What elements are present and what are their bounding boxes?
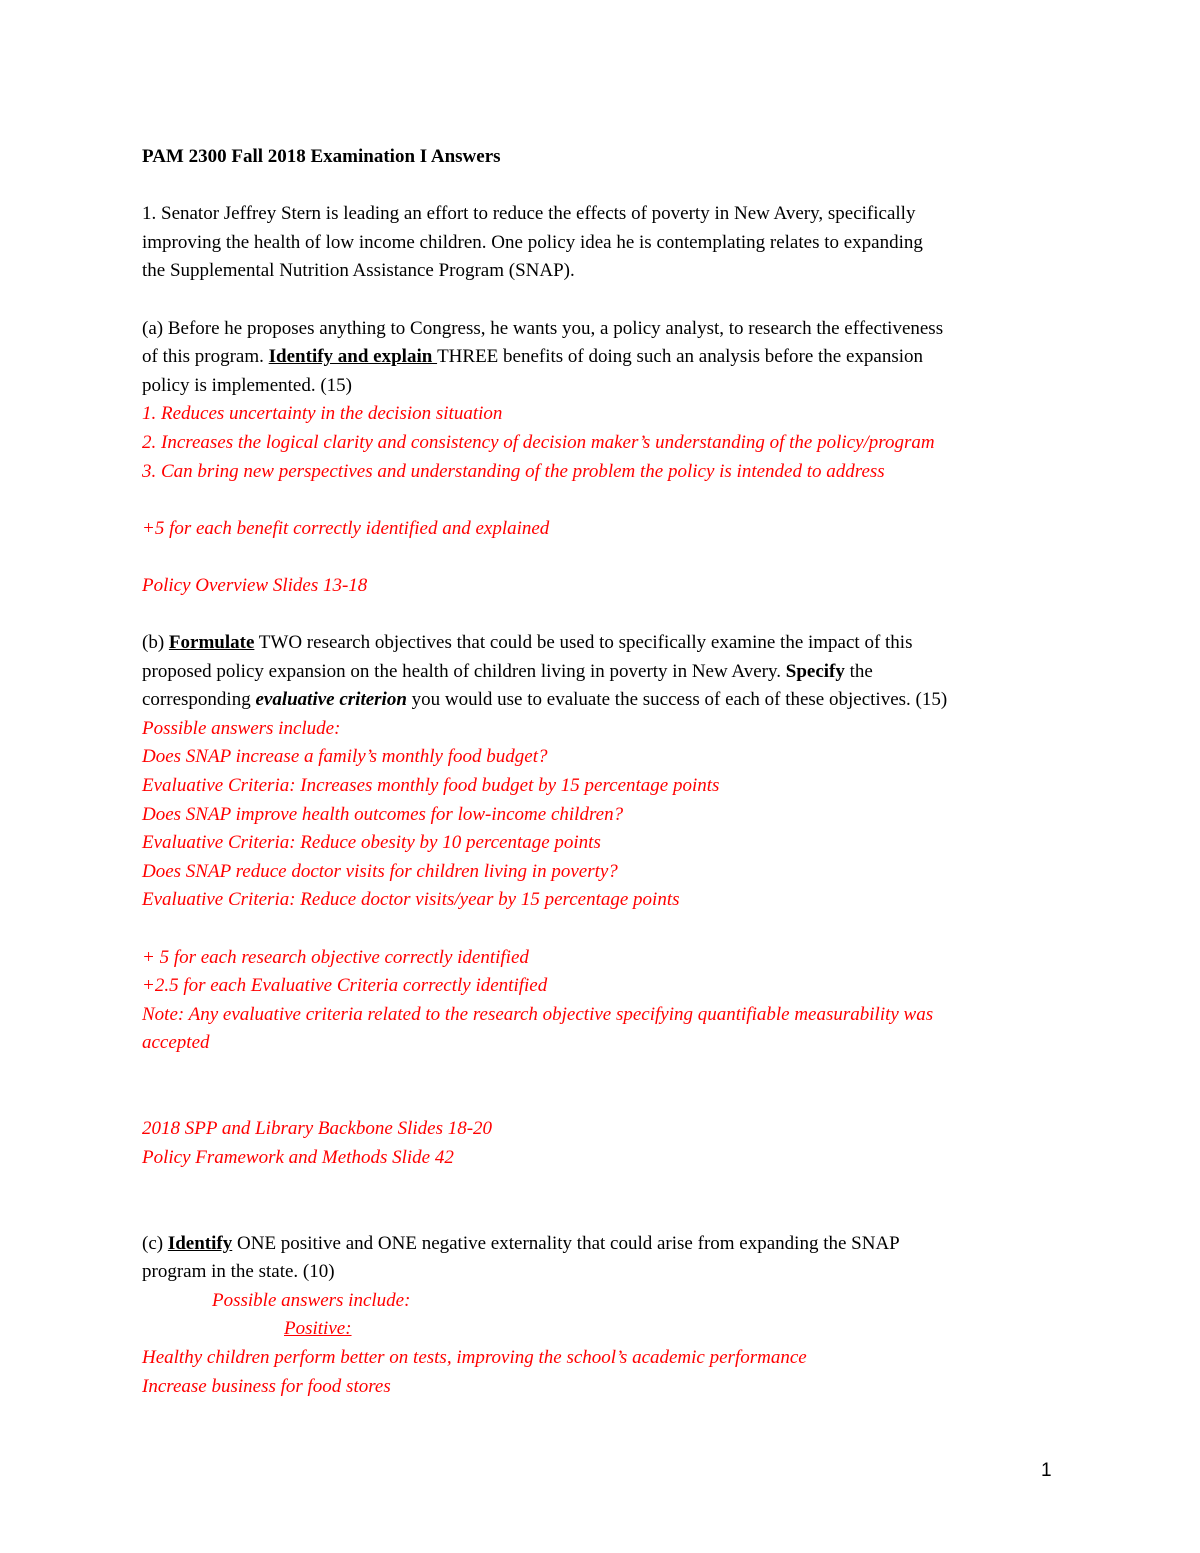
part-b-answer: Evaluative Criteria: Reduce obesity by 10 percentage points: [142, 832, 601, 854]
part-b-answer: Evaluative Criteria: Increases monthly food budget by 15 percentage points: [142, 775, 720, 797]
part-b-text: proposed policy expansion on the health of children living in poverty in New Avery.: [142, 660, 786, 682]
part-b-line-1: [142, 629, 1067, 658]
part-b-text: (b): [142, 632, 169, 654]
part-c-line-2: program in the state. (10): [142, 1261, 335, 1283]
part-a-scoring: +5 for each benefit correctly identified and explained: [142, 517, 550, 539]
part-a-keyword: Identify and explain: [268, 346, 438, 368]
part-b-keyword-criterion: evaluative criterion: [255, 689, 407, 711]
part-b-text: the: [844, 660, 873, 682]
document-title: PAM 2300 Fall 2018 Examination I Answers: [142, 146, 501, 167]
part-b-answer: Evaluative Criteria: Reduce doctor visits/year by 15 percentage points: [142, 889, 680, 911]
part-b-text: corresponding: [142, 689, 256, 711]
part-b-answer: Does SNAP increase a family’s monthly food budget?: [142, 746, 548, 768]
part-a-line-1: (a) Before he proposes anything to Congress, he wants you, a policy analyst, to research the effectiveness: [142, 317, 944, 339]
part-a-answer-2: 2. Increases the logical clarity and consistency of decision maker’s understanding of the policy/program: [142, 431, 935, 453]
part-b-scoring: +2.5 for each Evaluative Criteria correctly identified: [142, 975, 548, 997]
question-intro-line-1: 1. Senator Jeffrey Stern is leading an effort to reduce the effects of poverty in New Avery, specifically: [142, 203, 916, 225]
part-b-line-3: [142, 686, 1067, 715]
part-c-text: (c): [142, 1232, 168, 1254]
part-c-positive-row: [142, 1315, 1067, 1344]
part-b-text: you would use to evaluate the success of each of these objectives. (15): [406, 689, 948, 711]
part-b-answer: Does SNAP improve health outcomes for low-income children?: [142, 803, 624, 825]
part-a-line-2: [142, 343, 1067, 372]
part-c-answer: Increase business for food stores: [142, 1375, 391, 1397]
question-intro-line-3: the Supplemental Nutrition Assistance Program (SNAP).: [142, 260, 575, 282]
part-c-keyword: Identify: [167, 1232, 233, 1254]
part-c-line-1: [142, 1230, 1067, 1259]
part-a-text: of this program.: [142, 346, 269, 368]
part-b-note: Note: Any evaluative criteria related to the research objective specifying quantifiable measurability was: [142, 1003, 934, 1025]
part-c-text: ONE positive and ONE negative externality that could arise from expanding the SNAP: [232, 1232, 900, 1254]
document-body: [142, 143, 1067, 1401]
part-c-positive-label: Positive:: [284, 1318, 352, 1340]
part-a-line-3: policy is implemented. (15): [142, 374, 353, 396]
part-b-scoring: + 5 for each research objective correctly identified: [142, 946, 529, 968]
part-b-answer: Possible answers include:: [142, 717, 341, 739]
part-a-answer-3: 3. Can bring new perspectives and understanding of the problem the policy is intended to address: [142, 460, 885, 482]
part-b-keyword-formulate: Formulate: [168, 632, 255, 654]
question-intro-line-2: improving the health of low income children. One policy idea he is contemplating relates to expanding: [142, 231, 923, 253]
part-a-reference: Policy Overview Slides 13-18: [142, 574, 368, 596]
part-b-reference: Policy Framework and Methods Slide 42: [142, 1146, 454, 1168]
part-b-reference: 2018 SPP and Library Backbone Slides 18-20: [142, 1118, 493, 1140]
part-c-possible: Possible answers include:: [212, 1289, 411, 1311]
part-b-line-2: [142, 658, 1067, 687]
page-number: 1: [1041, 1460, 1052, 1481]
part-a-answer-1: 1. Reduces uncertainty in the decision situation: [142, 403, 503, 425]
part-b-note: accepted: [142, 1032, 210, 1054]
part-b-keyword-specify: Specify: [785, 660, 845, 682]
part-a-text: THREE benefits of doing such an analysis before the expansion: [437, 346, 924, 368]
part-b-text: TWO research objectives that could be used to specifically examine the impact of this: [254, 632, 913, 654]
part-c-answer: Healthy children perform better on tests, improving the school’s academic performance: [142, 1346, 807, 1368]
part-b-answer: Does SNAP reduce doctor visits for children living in poverty?: [142, 860, 618, 882]
